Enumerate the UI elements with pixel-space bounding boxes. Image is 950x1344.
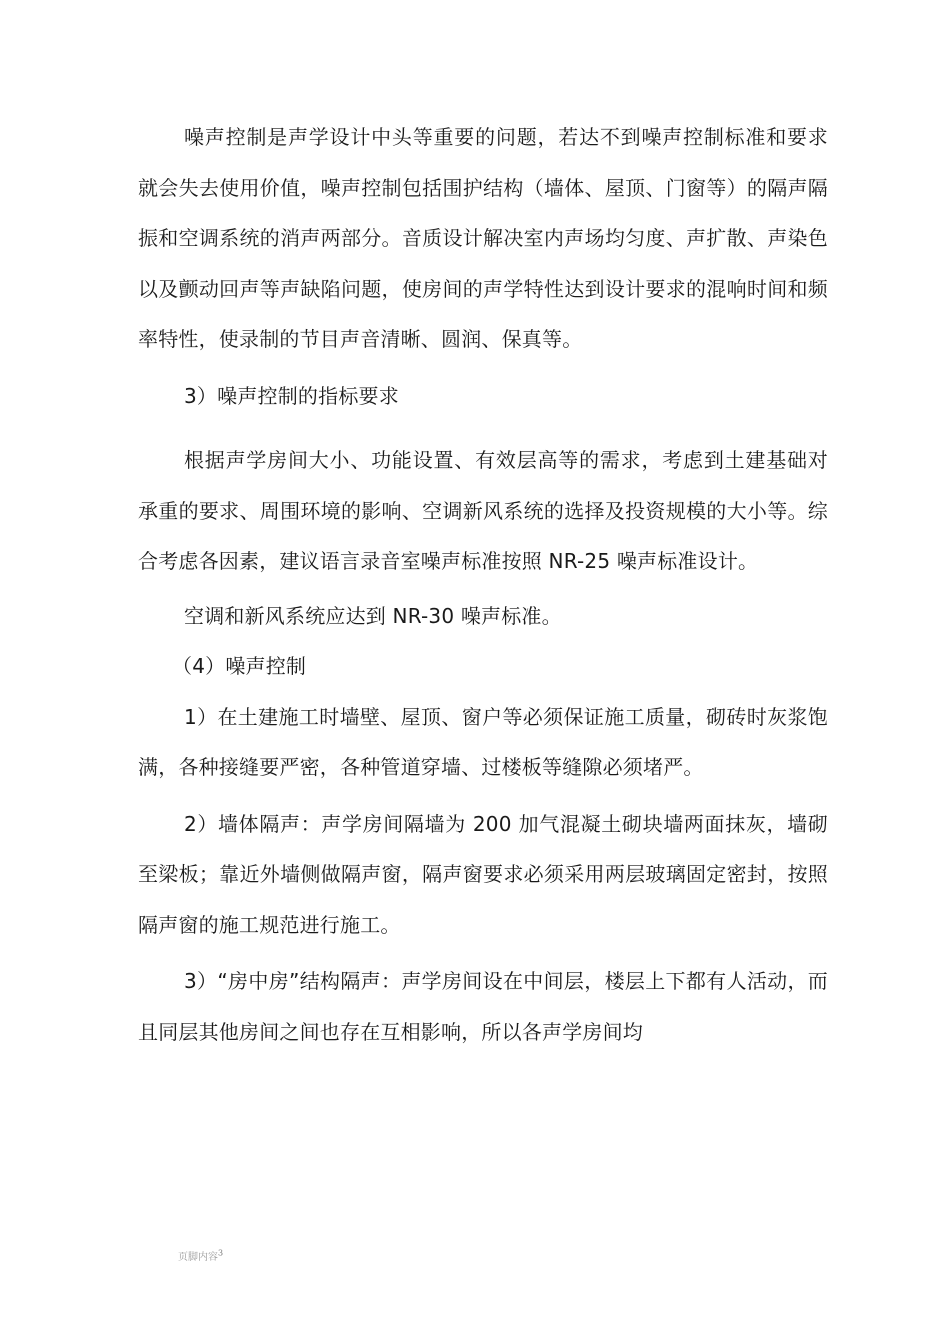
heading-noise-index-requirements: 3）噪声控制的指标要求	[184, 383, 399, 408]
heading-noise-control: （4）噪声控制	[172, 654, 307, 678]
paragraph-room-in-room-insulation: 3）“房中房”结构隔声：声学房间设在中间层，楼层上下都有人活动，而且同层其他房间之间也存在互相影响，所以各声学房间均	[138, 969, 828, 1044]
footer-text: 页脚内容	[178, 1252, 218, 1263]
document-body	[138, 112, 828, 1057]
paragraph-wall-sound-insulation: 2）墙体隔声：声学房间隔墙为 200 加气混凝土砌块墙两面抹灰，墙砌至梁板；靠近外墙侧做隔声窗，隔声窗要求必须采用两层玻璃固定密封，按照隔声窗的施工规范进行施工。	[138, 811, 828, 937]
paragraph-noise-standard-recommendation: 根据声学房间大小、功能设置、有效层高等的需求，考虑到土建基础对承重的要求、周围环境的影响、空调新风系统的选择及投资规模的大小等。综合考虑各因素，建议语言录音室噪声标准按照 NR-25 噪声标准设计。	[138, 448, 828, 573]
paragraph-construction-quality: 1）在土建施工时墙壁、屋顶、窗户等必须保证施工质量，砌砖时灰浆饱满，各种接缝要严密，各种管道穿墙、过楼板等缝隙必须堵严。	[138, 704, 828, 779]
page-number: 3	[218, 1248, 224, 1258]
paragraph-hvac-noise-standard: 空调和新风系统应达到 NR-30 噪声标准。	[184, 603, 562, 628]
page-footer	[178, 1248, 223, 1263]
paragraph-noise-control-intro: 噪声控制是声学设计中头等重要的问题，若达不到噪声控制标准和要求就会失去使用价值，噪声控制包括围护结构（墙体、屋顶、门窗等）的隔声隔振和空调系统的消声两部分。音质设计解决室内声场均匀度、声扩散、声染色以及颤动回声等声缺陷问题，使房间的声学特性达到设计要求的混响时间和频率特性，使录制的节目声音清晰、圆润、保真等。	[138, 125, 828, 351]
